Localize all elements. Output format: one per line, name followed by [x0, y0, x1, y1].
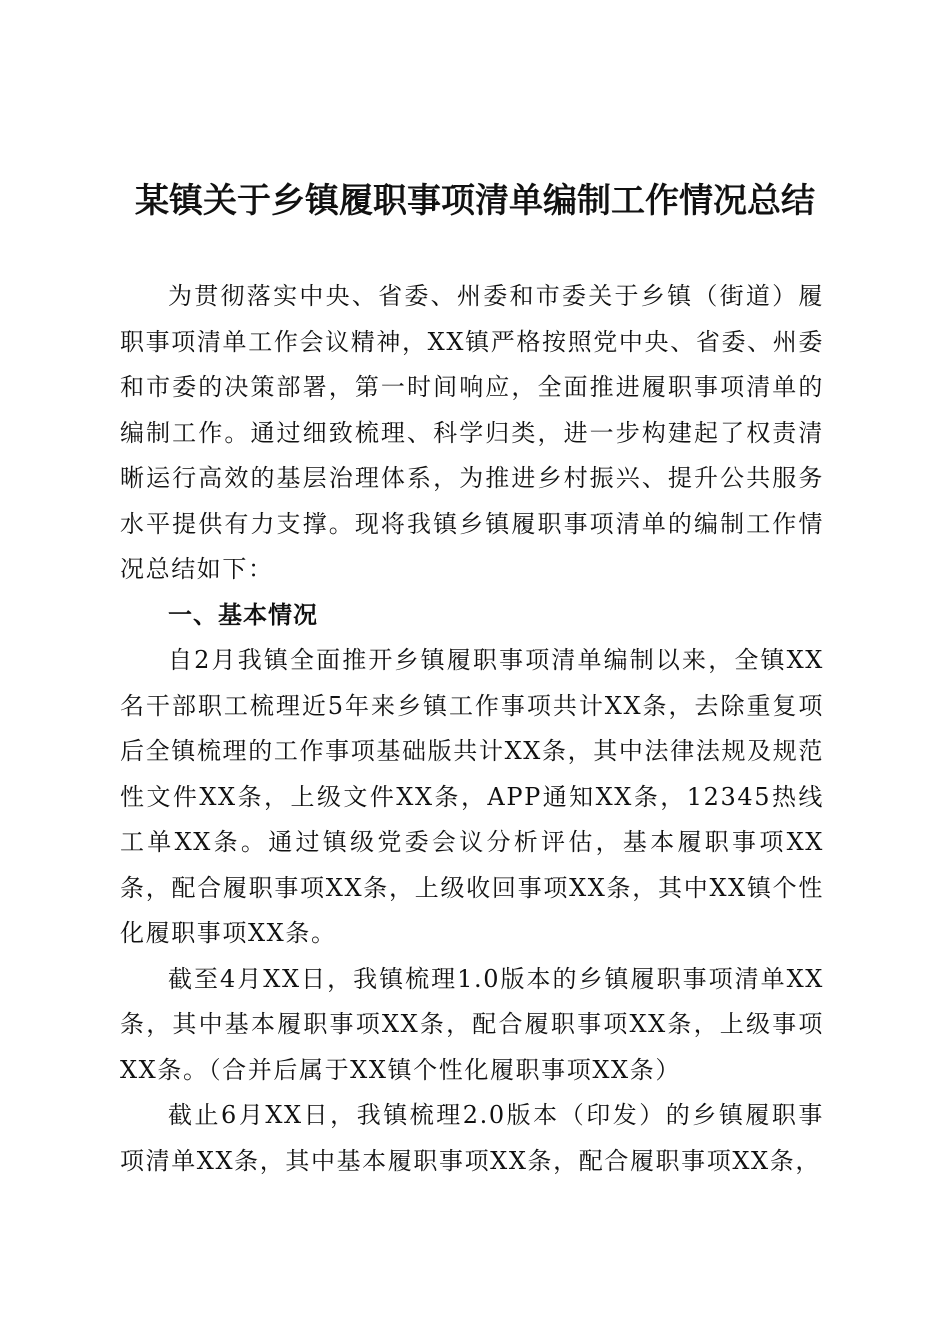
document-body	[120, 274, 824, 1184]
body-paragraph-3: 截止6月XX日，我镇梳理2.0版本（印发）的乡镇履职事项清单XX条，其中基本履职事项XX条，配合履职事项XX条，	[120, 1101, 824, 1175]
body-paragraph-2: 截至4月XX日，我镇梳理1.0版本的乡镇履职事项清单XX条，其中基本履职事项XX条，配合履职事项XX条，上级事项XX条。（合并后属于XX镇个性化履职事项XX条）	[120, 964, 824, 1084]
body-paragraph-1: 自2月我镇全面推开乡镇履职事项清单编制以来，全镇XX名干部职工梳理近5年来乡镇工作事项共计XX条，去除重复项后全镇梳理的工作事项基础版共计XX条，其中法律法规及规范性文件XX条，上级文件XX条，APP通知XX条，12345热线工单XX条。通过镇级党委会议分析评估，基本履职事项XX条，配合履职事项XX条，上级收回事项XX条，其中XX镇个性化履职事项XX条。	[120, 646, 824, 947]
document-title: 某镇关于乡镇履职事项清单编制工作情况总结	[135, 181, 815, 221]
intro-paragraph: 为贯彻落实中央、省委、州委和市委关于乡镇（街道）履职事项清单工作会议精神，XX镇严格按照党中央、省委、州委和市委的决策部署，第一时间响应，全面推进履职事项清单的编制工作。通过细致梳理、科学归类，进一步构建起了权责清晰运行高效的基层治理体系，为推进乡村振兴、提升公共服务水平提供有力支撑。现将我镇乡镇履职事项清单的编制工作情况总结如下：	[120, 282, 824, 583]
section-heading-basic-situation: 一、基本情况	[168, 600, 318, 629]
